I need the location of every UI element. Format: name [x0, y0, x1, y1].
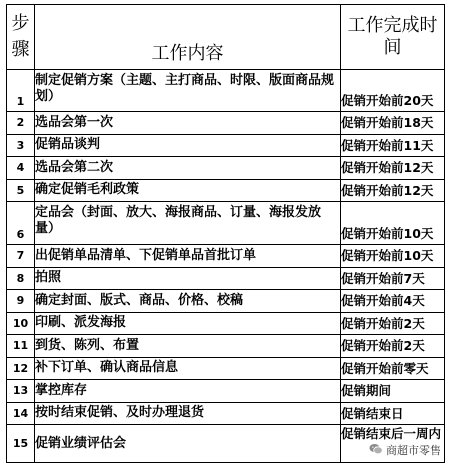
table-row	[7, 312, 445, 335]
promotion-schedule-table	[6, 4, 445, 463]
table-row	[7, 357, 445, 380]
step-number: 5	[7, 179, 35, 202]
step-number: 7	[7, 245, 35, 268]
step-number: 3	[7, 134, 35, 157]
table-row	[7, 290, 445, 313]
step-number: 6	[7, 202, 35, 245]
task-cell: 到货、陈列、布置	[35, 335, 341, 358]
step-number: 13	[7, 380, 35, 403]
time-cell: 促销期间	[341, 380, 445, 403]
task-cell: 选品会第一次	[35, 112, 341, 135]
header-time: 工作完成时间	[341, 5, 445, 70]
time-cell: 促销开始前2天	[341, 312, 445, 335]
table-row	[7, 179, 445, 202]
time-cell: 促销开始前12天	[341, 157, 445, 180]
task-cell: 定品会（封面、放大、海报商品、订量、海报发放量）	[35, 202, 341, 245]
time-cell: 促销开始前7天	[341, 267, 445, 290]
table-row	[7, 335, 445, 358]
step-number: 12	[7, 357, 35, 380]
task-cell: 促销品谈判	[35, 134, 341, 157]
time-cell: 促销开始前12天	[341, 179, 445, 202]
table-row	[7, 112, 445, 135]
task-cell: 促销业绩评估会	[35, 425, 341, 463]
table-row	[7, 70, 445, 112]
step-number: 2	[7, 112, 35, 135]
task-cell: 确定促销毛利政策	[35, 179, 341, 202]
step-number: 15	[7, 425, 35, 463]
wechat-icon	[369, 443, 386, 458]
step-number: 1	[7, 70, 35, 112]
header-row	[7, 5, 445, 70]
time-cell: 促销结束后一周内	[341, 425, 445, 463]
time-cell: 促销开始前18天	[341, 112, 445, 135]
time-cell: 促销开始前20天	[341, 70, 445, 112]
step-number: 4	[7, 157, 35, 180]
time-cell: 促销结束日	[341, 402, 445, 425]
time-cell: 促销开始前2天	[341, 335, 445, 358]
step-number: 10	[7, 312, 35, 335]
time-cell: 促销开始前零天	[341, 357, 445, 380]
task-cell: 拍照	[35, 267, 341, 290]
table-row	[7, 402, 445, 425]
task-cell: 选品会第二次	[35, 157, 341, 180]
task-cell: 印刷、派发海报	[35, 312, 341, 335]
task-cell: 掌控库存	[35, 380, 341, 403]
table-row	[7, 202, 445, 245]
task-cell: 出促销单品清单、下促销单品首批订单	[35, 245, 341, 268]
task-cell: 补下订单、确认商品信息	[35, 357, 341, 380]
step-number: 9	[7, 290, 35, 313]
header-step: 步骤	[7, 5, 35, 70]
task-cell: 制定促销方案（主题、主打商品、时限、版面商品规划）	[35, 70, 341, 112]
table-row	[7, 157, 445, 180]
time-cell: 促销开始前11天	[341, 134, 445, 157]
table-row	[7, 134, 445, 157]
table-row	[7, 245, 445, 268]
table-row	[7, 267, 445, 290]
task-cell: 确定封面、版式、商品、价格、校稿	[35, 290, 341, 313]
table-row	[7, 380, 445, 403]
time-cell: 促销开始前10天	[341, 245, 445, 268]
step-number: 14	[7, 402, 35, 425]
step-number: 8	[7, 267, 35, 290]
header-task: 工作内容	[35, 5, 341, 70]
time-cell: 促销开始前10天	[341, 202, 445, 245]
watermark	[366, 441, 444, 459]
step-number: 11	[7, 335, 35, 358]
time-cell: 促销开始前4天	[341, 290, 445, 313]
task-cell: 按时结束促销、及时办理退货	[35, 402, 341, 425]
watermark-text: 商超市零售	[386, 444, 441, 457]
